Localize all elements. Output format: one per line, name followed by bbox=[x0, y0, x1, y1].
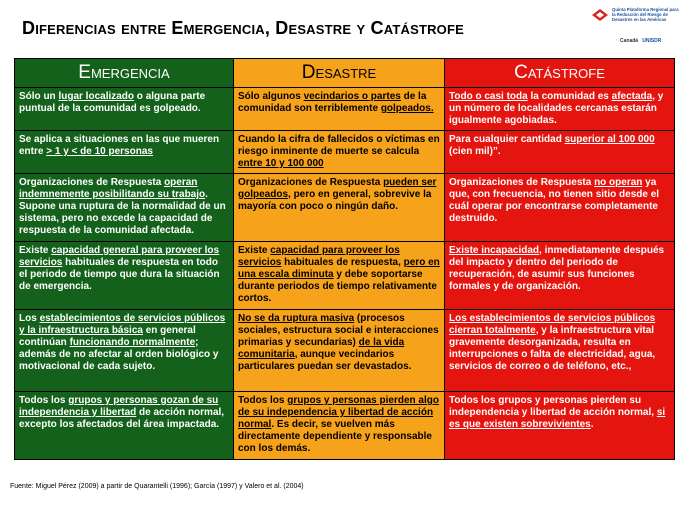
comparison-table bbox=[14, 58, 675, 460]
underlined-text: pero en una escala diminuta bbox=[238, 257, 440, 280]
page-title: Diferencias entre Emergencia, Desastre y Catástrofe bbox=[22, 18, 464, 38]
cell-desastre: Sólo algunos vecindarios o partes de la comunidad son terriblemente golpeados. bbox=[234, 88, 445, 131]
table-row bbox=[15, 392, 675, 460]
underlined-text: pueden ser golpeados bbox=[238, 177, 437, 200]
underlined-text: entre 10 y 100 000 bbox=[238, 158, 324, 169]
underlined-text: grupos y personas pierden algo de su independencia y libertad de acción normal bbox=[238, 395, 439, 430]
header-emergencia: Emergencia bbox=[15, 59, 234, 88]
cell-emergencia: Se aplica a situaciones en las que mueren entre > 1 y < de 10 personas bbox=[15, 131, 234, 174]
underlined-text: vecindarios o partes bbox=[303, 91, 401, 102]
cell-catastrofe: Organizaciones de Respuesta no operan ya que, con frecuencia, no tienen sitio desde el cuál operar por encontrarse completamente destruido. bbox=[445, 174, 675, 242]
underlined-text: Los establecimientos de servicios públicos cierran totalmente bbox=[449, 313, 656, 336]
table-row bbox=[15, 310, 675, 392]
underlined-text: capacidad general para proveer los servicios bbox=[19, 245, 220, 268]
platform-logo bbox=[590, 4, 682, 52]
underlined-text: lugar localizado bbox=[58, 91, 135, 102]
underlined-text: superior al 100 000 bbox=[564, 134, 655, 145]
logo-text: Quinta Plataforma Regional para la Reducción del Riesgo de Desastres en las Américas bbox=[612, 7, 679, 22]
table-row bbox=[15, 88, 675, 131]
cell-catastrofe: Todos los grupos y personas pierden su independencia y libertad de acción normal, si es que existen sobrevivientes. bbox=[445, 392, 675, 460]
cell-catastrofe: Existe incapacidad, inmediatamente después del impacto y dentro del periodo de recuperación, de asumir sus funciones formales y de organización. bbox=[445, 242, 675, 310]
cell-emergencia: Organizaciones de Respuesta operan indemnemente posibilitando su trabajo. Supone una ruptura de la normalidad de un sistema, pero no excede la capacidad de respuesta de la comunidad afectada. bbox=[15, 174, 234, 242]
table-row bbox=[15, 242, 675, 310]
underlined-text: No se da ruptura masiva bbox=[238, 313, 355, 324]
underlined-text: golpeados. bbox=[380, 103, 434, 114]
cell-desastre: Existe capacidad para proveer los servicios habituales de respuesta, pero en una escala diminuta y debe soportarse durante periodos de tiempo relativamente cortos. bbox=[234, 242, 445, 310]
underlined-text: funcionando normalmente bbox=[69, 337, 196, 348]
underlined-text: operan indemnemente posibilitando su trabajo bbox=[19, 177, 206, 200]
underlined-text: de la vida comunitaria bbox=[238, 337, 405, 360]
underlined-text: > 1 y < de 10 personas bbox=[46, 146, 153, 157]
table-body bbox=[15, 88, 675, 460]
cell-emergencia: Todos los grupos y personas gozan de su independencia y libertad de acción normal, excepto los afectados del área impactada. bbox=[15, 392, 234, 460]
underlined-text: Existe incapacidad bbox=[449, 245, 540, 256]
cell-emergencia: Sólo un lugar localizado o alguna parte puntual de la comunidad es golpeado. bbox=[15, 88, 234, 131]
underlined-text: capacidad para proveer los servicios bbox=[238, 245, 400, 268]
header-desastre: Desastre bbox=[234, 59, 445, 88]
logo-partner: UNISDR bbox=[642, 38, 662, 44]
cell-emergencia: Existe capacidad general para proveer los servicios habituales de respuesta en todo el periodo de tiempo que dura la situación de emergencia. bbox=[15, 242, 234, 310]
underlined-text: establecimientos de servicios públicos y la infraestructura básica bbox=[19, 313, 226, 336]
table-row bbox=[15, 174, 675, 242]
header-catastrofe: Catástrofe bbox=[445, 59, 675, 88]
underlined-text: grupos y personas gozan de su independencia y libertad bbox=[19, 395, 219, 418]
table-row bbox=[15, 131, 675, 174]
cell-catastrofe: Los establecimientos de servicios públicos cierran totalmente, y la infraestructura vital gravemente desorganizada, resulta en interrupciones o falta de electricidad, agua, servicios de correo o de teléfono, etc., bbox=[445, 310, 675, 392]
underlined-text: Todo o casi toda bbox=[449, 91, 528, 102]
header-row bbox=[15, 59, 675, 88]
cell-desastre: Organizaciones de Respuesta pueden ser golpeados, pero en general, sobrevive la mayoría con poco o ningún daño. bbox=[234, 174, 445, 242]
cell-desastre: Cuando la cifra de fallecidos o víctimas en riesgo inminente de muerte se calcula entre 10 y 100 000 bbox=[234, 131, 445, 174]
underlined-text: si es que existen sobrevivientes bbox=[449, 407, 666, 430]
cell-desastre: Todos los grupos y personas pierden algo de su independencia y libertad de acción normal. Es decir, se vuelven más directamente dependiente y responsable con los demás. bbox=[234, 392, 445, 460]
cell-desastre: No se da ruptura masiva (procesos sociales, estructura social e interacciones primarias y secundarias) de la vida comunitaria, aunque vecindarios particulares puedan ser devastados. bbox=[234, 310, 445, 392]
cell-catastrofe: Todo o casi toda la comunidad es afectada, y un número de localidades cercanas estarán igualmente agobiadas. bbox=[445, 88, 675, 131]
logo-country: Canadá bbox=[620, 38, 639, 44]
underlined-text: afectada bbox=[611, 91, 653, 102]
cell-catastrofe: Para cualquier cantidad superior al 100 000 (cien mil)”. bbox=[445, 131, 675, 174]
logo-mark-icon bbox=[592, 9, 608, 21]
source-note: Fuente: Miguel Pérez (2009) a partir de Quarantelli (1996); García (1997) y Valero et al. (2004) bbox=[10, 483, 304, 490]
cell-emergencia: Los establecimientos de servicios públicos y la infraestructura básica en general continúan funcionando normalmente; además de no afectar al orden biológico y motivacional de cada sujeto. bbox=[15, 310, 234, 392]
underlined-text: no operan bbox=[594, 177, 643, 188]
